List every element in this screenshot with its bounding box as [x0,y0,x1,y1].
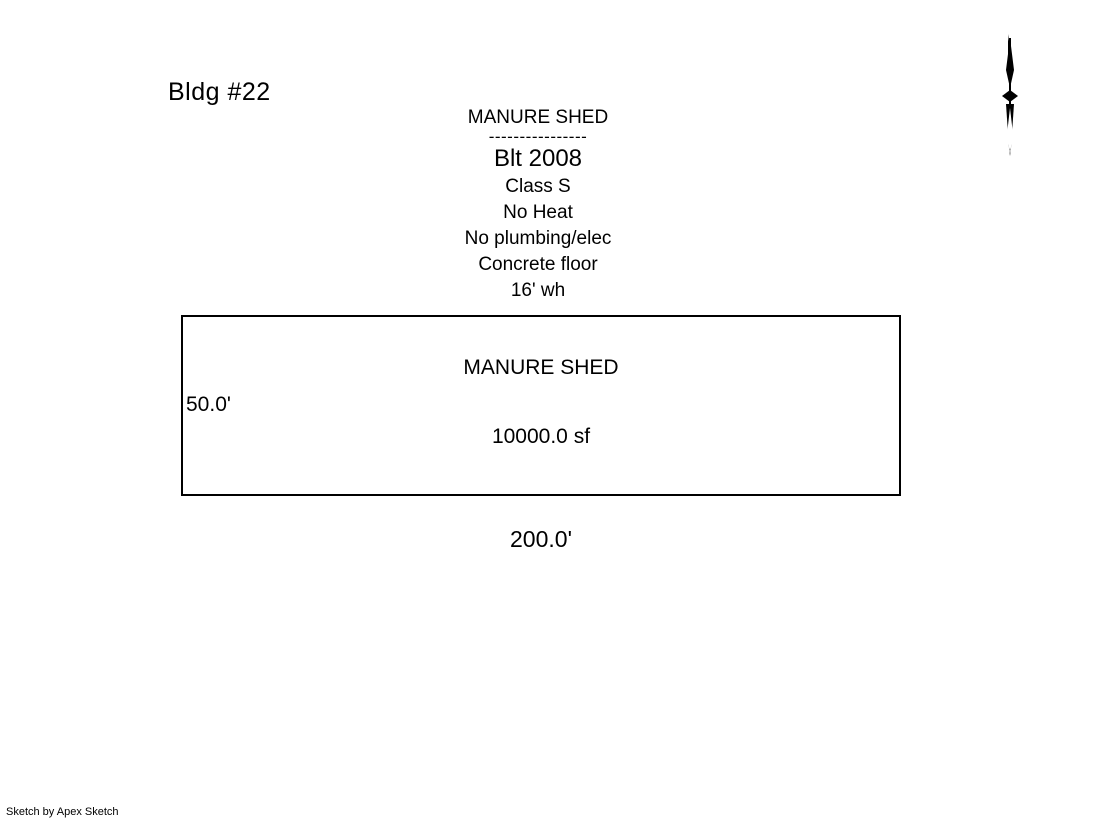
notes-line-plumbing: No plumbing/elec [464,228,612,249]
building-number-label: Bldg #22 [168,78,271,106]
dimension-left-label: 50.0' [186,393,231,416]
dimension-bottom-label: 200.0' [510,526,572,552]
north-arrow-icon [985,30,1035,160]
notes-line-wall-height: 16' wh [510,280,566,301]
notes-title: MANURE SHED [467,107,609,128]
notes-year-built: Blt 2008 [493,145,583,172]
footprint-area-label: 10000.0 sf [491,425,591,448]
notes-line-class: Class S [505,176,571,197]
notes-divider: ---------------- [488,127,588,146]
notes-line-floor: Concrete floor [478,254,598,275]
footprint-name-label: MANURE SHED [463,356,619,379]
building-notes-block [380,106,696,304]
notes-line-heat: No Heat [503,202,573,223]
building-footprint-rectangle [181,315,901,496]
footer-credit: Sketch by Apex Sketch [6,806,119,818]
